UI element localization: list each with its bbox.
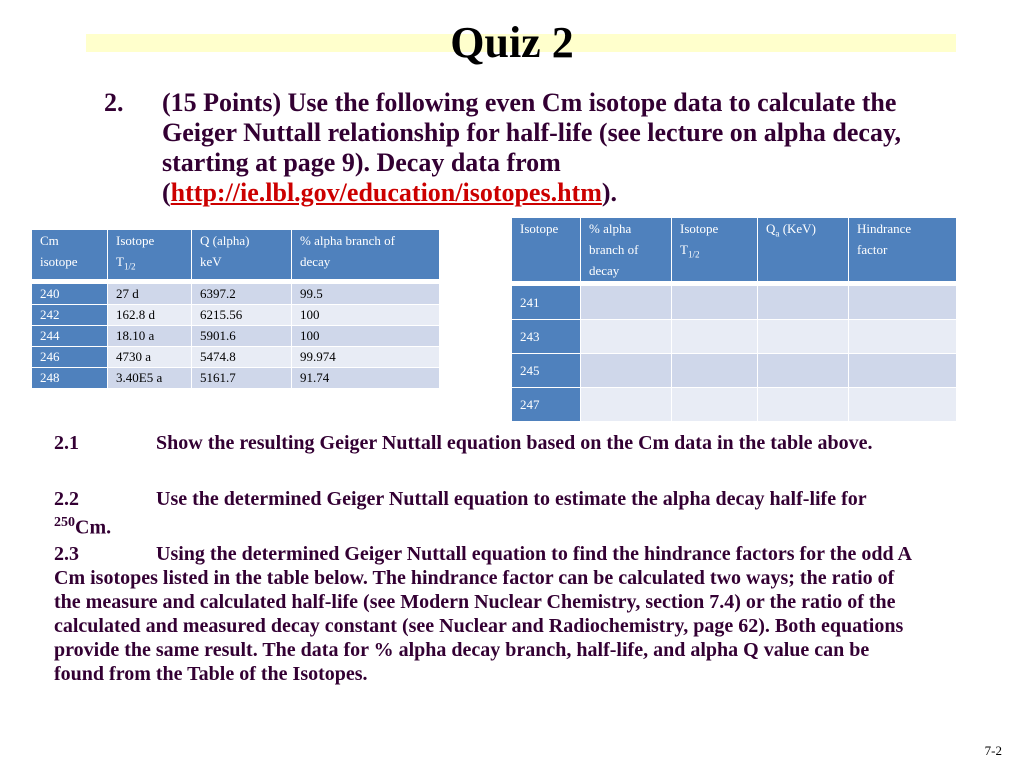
question-text-after: ). [601, 178, 618, 207]
table-cell [758, 388, 849, 422]
header-alpha-branch: % alpha branch of decay [292, 230, 440, 280]
table-cell [581, 286, 672, 320]
table-cell: 18.10 a [108, 326, 192, 347]
table-cell: 5901.6 [192, 326, 292, 347]
header-q-alpha: Q (alpha) keV [192, 230, 292, 280]
question-number: 2. [104, 88, 124, 117]
table-row [512, 388, 957, 422]
table-cell: 240 [32, 284, 108, 305]
table-cell: 243 [512, 320, 581, 354]
table-cell [672, 388, 758, 422]
question-text [162, 88, 962, 208]
table-cell: 162.8 d [108, 305, 192, 326]
table-cell: 245 [512, 354, 581, 388]
header-q-alpha: $Q_a$ (KeV) [758, 218, 849, 282]
subquestion-text: Show the resulting Geiger Nuttall equation based on the Cm data in the table above. [156, 432, 873, 454]
table-cell [672, 320, 758, 354]
header-cm-isotope: Cm isotope [32, 230, 108, 280]
subquestion-number: 2.1 [54, 432, 79, 454]
even-cm-isotope-table [31, 229, 440, 389]
table-cell: 6215.56 [192, 305, 292, 326]
mass-number: 250 [54, 515, 75, 530]
subquestion-2-3 [54, 542, 924, 686]
table-cell: 6397.2 [192, 284, 292, 305]
table-cell: 244 [32, 326, 108, 347]
header-hindrance-factor: Hindrance factor [849, 218, 957, 282]
table-row [32, 284, 440, 305]
subquestion-text: Use the determined Geiger Nuttall equation to estimate the alpha decay half-life for [156, 488, 867, 510]
table-row [32, 305, 440, 326]
table-cell: 27 d [108, 284, 192, 305]
header-half-life: Isotope $T_{1/2}$ [108, 230, 192, 280]
table-row [32, 326, 440, 347]
subquestion-number: 2.2 [54, 488, 79, 510]
table-cell [672, 354, 758, 388]
table-row [32, 368, 440, 389]
page-number: 7-2 [984, 743, 1002, 758]
table-cell: 3.40E5 a [108, 368, 192, 389]
table-cell: 100 [292, 305, 440, 326]
table-cell: 100 [292, 326, 440, 347]
table-cell [849, 286, 957, 320]
subquestion-number: 2.3 [54, 543, 79, 565]
table-cell: 5161.7 [192, 368, 292, 389]
table-row [512, 286, 957, 320]
table-cell [758, 354, 849, 388]
table-cell [672, 286, 758, 320]
table-cell: 99.5 [292, 284, 440, 305]
table-cell: 246 [32, 347, 108, 368]
table-cell: 99.974 [292, 347, 440, 368]
table-row [512, 320, 957, 354]
table-header-row [512, 218, 957, 282]
table-cell: 91.74 [292, 368, 440, 389]
subquestion-2-1 [54, 431, 924, 455]
table-header-row [32, 230, 440, 280]
table-cell: 248 [32, 368, 108, 389]
table-cell [849, 388, 957, 422]
question-text-before: (15 Points) Use the following even Cm isotope data to calculate the Geiger Nuttall relationship for half-life (see lecture on alpha decay, starting at page 9). Decay data from ( [162, 88, 902, 207]
page-title: Quiz 2 [450, 18, 574, 67]
table-cell: 5474.8 [192, 347, 292, 368]
table-cell: 4730 a [108, 347, 192, 368]
table-cell [581, 388, 672, 422]
table-cell [849, 320, 957, 354]
subquestion-text-end: Cm. [75, 516, 112, 539]
table-cell: 242 [32, 305, 108, 326]
table-cell [849, 354, 957, 388]
subquestion-2-2 [54, 487, 924, 540]
subquestion-text: Using the determined Geiger Nuttall equation to find the hindrance factors for the odd A Cm isotopes listed in the table below. The hindrance factor can be calculated two ways; the ratio of the measure and calculated half-life (see Modern Nuclear Chemistry, section 7.4) or the ratio of the calculated and measured decay constant (see Nuclear and Radiochemistry, page 62). Both equations provide the same result. The data for % alpha decay branch, half-life, and alpha Q value can be found from the Table of the Isotopes. [54, 543, 911, 685]
table-row [512, 354, 957, 388]
isotopes-link[interactable]: http://ie.lbl.gov/education/isotopes.htm [170, 178, 602, 207]
header-isotope: Isotope [512, 218, 581, 282]
odd-cm-isotope-table [511, 217, 957, 422]
table-cell [758, 320, 849, 354]
table-cell [758, 286, 849, 320]
table-cell [581, 354, 672, 388]
header-half-life: Isotope $T_{1/2}$ [672, 218, 758, 282]
table-row [32, 347, 440, 368]
header-alpha-branch: % alpha branch of decay [581, 218, 672, 282]
table-cell [581, 320, 672, 354]
table-cell: 247 [512, 388, 581, 422]
table-cell: 241 [512, 286, 581, 320]
